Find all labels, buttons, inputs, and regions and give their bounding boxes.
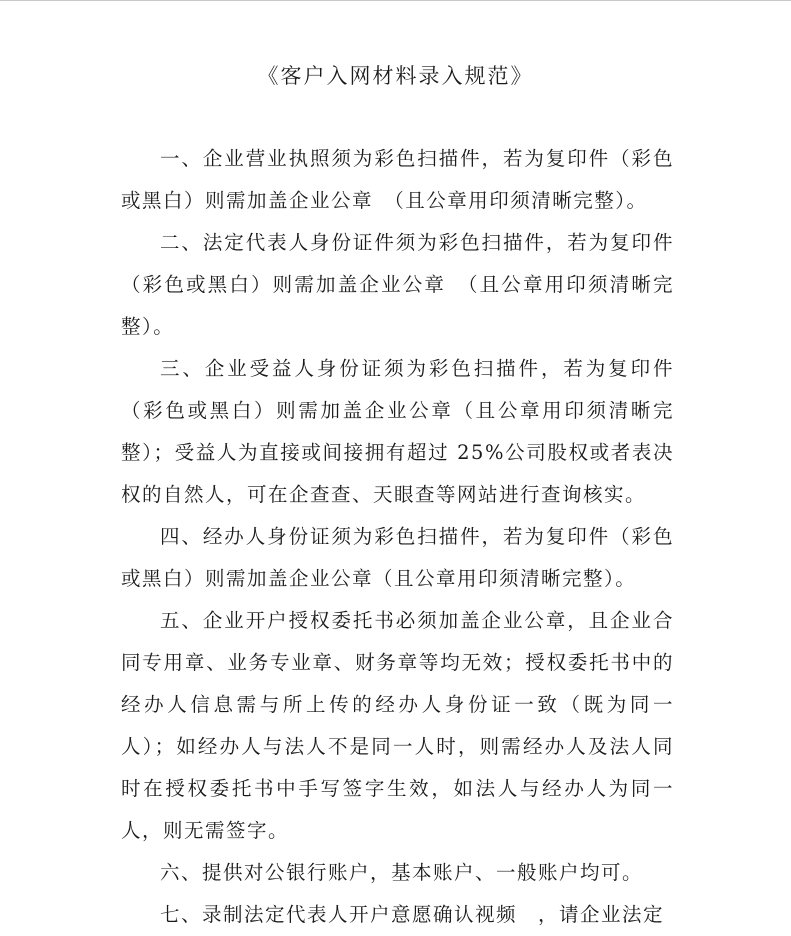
- paragraph-consent-video: 七、录制法定代表人开户意愿确认视频 ，请企业法定: [160, 903, 665, 926]
- paragraph-agent-id: 四、经办人身份证须为彩色扫描件，若为复印件（彩色或黑白）则需加盖企业公章（且公章用印须清晰完整）。: [121, 525, 674, 590]
- paragraph-bank-account: 六、提供对公银行账户，基本账户、一般账户均可。: [160, 861, 644, 884]
- document-body: [121, 138, 674, 936]
- paragraph-business-license: 一、企业营业执照须为彩色扫描件，若为复印件（彩色或黑白）则需加盖企业公章 （且公章用印须清晰完整）。: [121, 147, 674, 212]
- paragraph-authorization-letter: 五、企业开户授权委托书必须加盖企业公章，且企业合同专用章、业务专业章、财务章等均无效；授权委托书中的经办人信息需与所上传的经办人身份证一致（既为同一人）；如经办人与法人不是同一人时，则需经办人及法人同时在授权委托书中手写签字生效，如法人与经办人为同一人，则无需签字。: [121, 609, 674, 842]
- page-top-border: [0, 0, 791, 1]
- document-title: 《客户入网材料录入规范》: [257, 64, 534, 88]
- paragraph-legal-representative-id: 二、法定代表人身份证件须为彩色扫描件，若为复印件（彩色或黑白）则需加盖企业公章 （且公章用印须清晰完整）。: [121, 231, 674, 338]
- paragraph-beneficiary-id: 三、企业受益人身份证须为彩色扫描件，若为复印件（彩色或黑白）则需加盖企业公章（且公章用印须清晰完整）；受益人为直接或间接拥有超过 25%公司股权或者表决权的自然人，可在企查查、天眼查等网站进行查询核实。: [121, 357, 674, 506]
